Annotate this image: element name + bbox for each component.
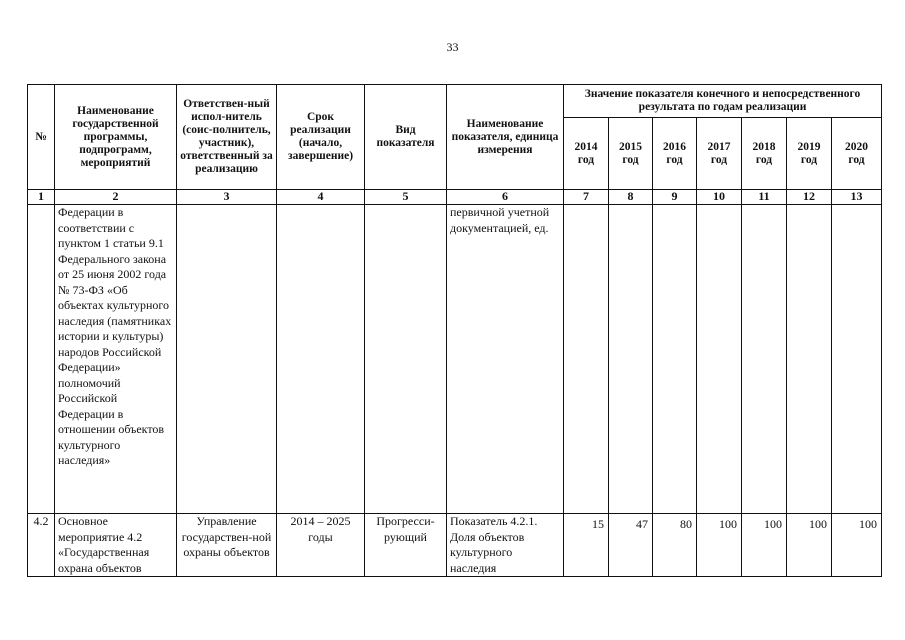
header-indicator-name: Наименование показателя, единица измерения bbox=[447, 85, 564, 190]
column-number: 5 bbox=[365, 190, 447, 205]
column-number: 12 bbox=[787, 190, 832, 205]
row-value-2018: 100 bbox=[742, 514, 787, 577]
header-year-2015: 2015 год bbox=[609, 118, 653, 190]
row-indicator-type: Прогресси-рующий bbox=[365, 514, 447, 577]
row-indicator-type bbox=[365, 205, 447, 514]
column-number: 1 bbox=[28, 190, 55, 205]
column-number: 13 bbox=[832, 190, 882, 205]
table-row bbox=[28, 514, 882, 577]
column-number: 7 bbox=[564, 190, 609, 205]
header-number: № bbox=[28, 85, 55, 190]
header-year-2017: 2017 год bbox=[697, 118, 742, 190]
header-values-group: Значение показателя конечного и непосредственного результата по годам реализации bbox=[564, 85, 882, 118]
column-number: 8 bbox=[609, 190, 653, 205]
row-value-2015 bbox=[609, 205, 653, 514]
column-numbers-row bbox=[28, 190, 882, 205]
column-number: 2 bbox=[55, 190, 177, 205]
row-value-2016: 80 bbox=[653, 514, 697, 577]
column-number: 10 bbox=[697, 190, 742, 205]
row-value-2014: 15 bbox=[564, 514, 609, 577]
row-value-2019 bbox=[787, 205, 832, 514]
row-number: 4.2 bbox=[28, 514, 55, 577]
header-year-2020: 2020 год bbox=[832, 118, 882, 190]
column-number: 4 bbox=[277, 190, 365, 205]
row-value-2016 bbox=[653, 205, 697, 514]
row-value-2020: 100 bbox=[832, 514, 882, 577]
row-executor bbox=[177, 205, 277, 514]
row-indicator-name: Показатель 4.2.1. Доля объектов культурного наследия bbox=[447, 514, 564, 577]
header-year-2018: 2018 год bbox=[742, 118, 787, 190]
row-value-2019: 100 bbox=[787, 514, 832, 577]
page-number: 33 bbox=[446, 40, 459, 54]
row-value-2017 bbox=[697, 205, 742, 514]
table-row bbox=[28, 205, 882, 514]
header-indicator-type: Вид показателя bbox=[365, 85, 447, 190]
row-value-2020 bbox=[832, 205, 882, 514]
header-program-name: Наименование государственной программы, подпрограмм, мероприятий bbox=[55, 85, 177, 190]
column-number: 9 bbox=[653, 190, 697, 205]
row-indicator-name: первичной учетной документацией, ед. bbox=[447, 205, 564, 514]
row-value-2015: 47 bbox=[609, 514, 653, 577]
row-term: 2014 – 2025 годы bbox=[277, 514, 365, 577]
header-year-2016: 2016 год bbox=[653, 118, 697, 190]
header-executor: Ответствен-ный испол-нитель (соис-полнитель, участник), ответственный за реализацию bbox=[177, 85, 277, 190]
row-value-2017: 100 bbox=[697, 514, 742, 577]
row-value-2018 bbox=[742, 205, 787, 514]
header-year-2019: 2019 год bbox=[787, 118, 832, 190]
column-number: 3 bbox=[177, 190, 277, 205]
header-term: Срок реализации (начало, завершение) bbox=[277, 85, 365, 190]
row-number bbox=[28, 205, 55, 514]
row-program-name: Федерации в соответствии с пунктом 1 статьи 9.1 Федерального закона от 25 июня 2002 года № 73-ФЗ «Об объектах культурного наследия (памятниках истории и культуры) народов Российской Федерации» полномочий Российской Федерации в отношении объектов культурного наследия» bbox=[55, 205, 177, 514]
column-number: 6 bbox=[447, 190, 564, 205]
column-number: 11 bbox=[742, 190, 787, 205]
indicators-table bbox=[27, 84, 882, 577]
row-term bbox=[277, 205, 365, 514]
row-executor: Управление государствен-ной охраны объектов bbox=[177, 514, 277, 577]
header-year-2014: 2014 год bbox=[564, 118, 609, 190]
row-value-2014 bbox=[564, 205, 609, 514]
row-program-name: Основное мероприятие 4.2 «Государственная охрана объектов bbox=[55, 514, 177, 577]
